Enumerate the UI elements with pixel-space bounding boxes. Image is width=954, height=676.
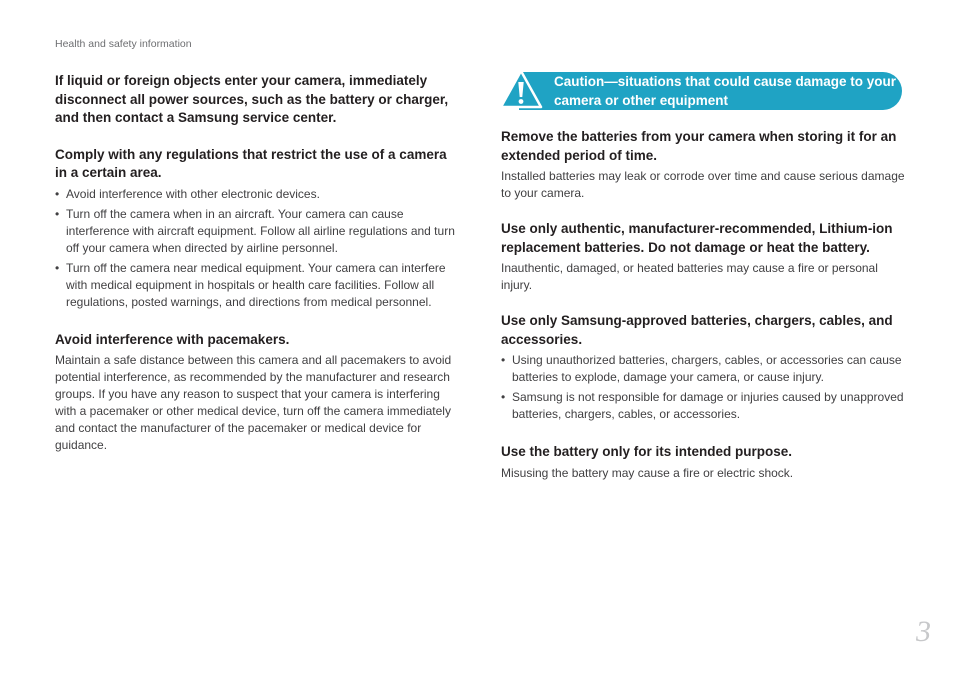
warning-triangle-icon — [499, 69, 543, 110]
list-item — [55, 260, 460, 311]
section-heading-regulations: Comply with any regulations that restrict the use of a camera in a certain area. — [55, 146, 447, 180]
list-item-text: Turn off the camera near medical equipment. Your camera can interfere with medical equipment in hospitals or health care facilities. Follow all regulations, posted warnings, and directions from medical personnel. — [66, 260, 446, 309]
list-item-text: Samsung is not responsible for damage or injuries caused by unapproved batteries, chargers, cables, or accessories. — [512, 390, 904, 421]
list-item-text: Avoid interference with other electronic devices. — [66, 186, 320, 201]
left-column — [55, 72, 460, 454]
bullet-icon: • — [501, 353, 506, 367]
accessories-list — [501, 352, 906, 423]
remove-batteries-body: Installed batteries may leak or corrode over time and cause serious damage to your camera. — [501, 169, 905, 200]
right-column — [501, 72, 906, 482]
section-heading-liquid: If liquid or foreign objects enter your camera, immediately disconnect all power sources, such as the battery or charger, and then contact a Samsung service center. — [55, 73, 449, 125]
page-number: 3 — [916, 615, 931, 648]
list-item — [55, 206, 460, 257]
section-heading-remove-batteries: Remove the batteries from your camera when storing it for an extended period of time. — [501, 129, 897, 163]
list-item — [501, 389, 906, 423]
list-item-text: Turn off the camera when in an aircraft. Your camera can cause interference with aircraft equipment. Follow all airline regulations and turn off your camera when directed by airline personnel. — [66, 206, 455, 255]
bullet-icon: • — [55, 186, 60, 201]
list-item — [501, 352, 906, 386]
section-heading-pacemakers: Avoid interference with pacemakers. — [55, 331, 290, 347]
list-item-text: Using unauthorized batteries, chargers, cables, or accessories can cause batteries to explode, damage your camera, or cause injury. — [512, 353, 902, 384]
intended-purpose-body: Misusing the battery may cause a fire or electric shock. — [501, 465, 794, 480]
running-header: Health and safety information — [55, 38, 192, 50]
regulations-list — [55, 186, 460, 311]
bullet-icon: • — [55, 206, 60, 221]
caution-title: Caution—situations that could cause damage to your camera or other equipment — [554, 74, 897, 108]
bullet-icon: • — [501, 390, 506, 404]
section-heading-authentic-batteries: Use only authentic, manufacturer-recommended, Lithium-ion replacement batteries. Do not damage or heat the battery. — [501, 221, 893, 255]
section-heading-approved-accessories: Use only Samsung-approved batteries, chargers, cables, and accessories. — [501, 313, 893, 347]
authentic-batteries-body: Inauthentic, damaged, or heated batteries may cause a fire or personal injury. — [501, 261, 878, 292]
list-item — [55, 186, 460, 203]
section-heading-intended-purpose: Use the battery only for its intended purpose. — [501, 444, 793, 459]
caution-banner — [501, 72, 906, 110]
pacemakers-body: Maintain a safe distance between this camera and all pacemakers to avoid potential interference, as recommended by the manufacturer and research groups. If you have any reason to suspect that your camera is interfering with a pacemaker or other medical device, turn off the camera immediately and contact the manufacturer of the pacemaker or medical device for guidance. — [55, 353, 452, 452]
bullet-icon: • — [55, 260, 60, 275]
